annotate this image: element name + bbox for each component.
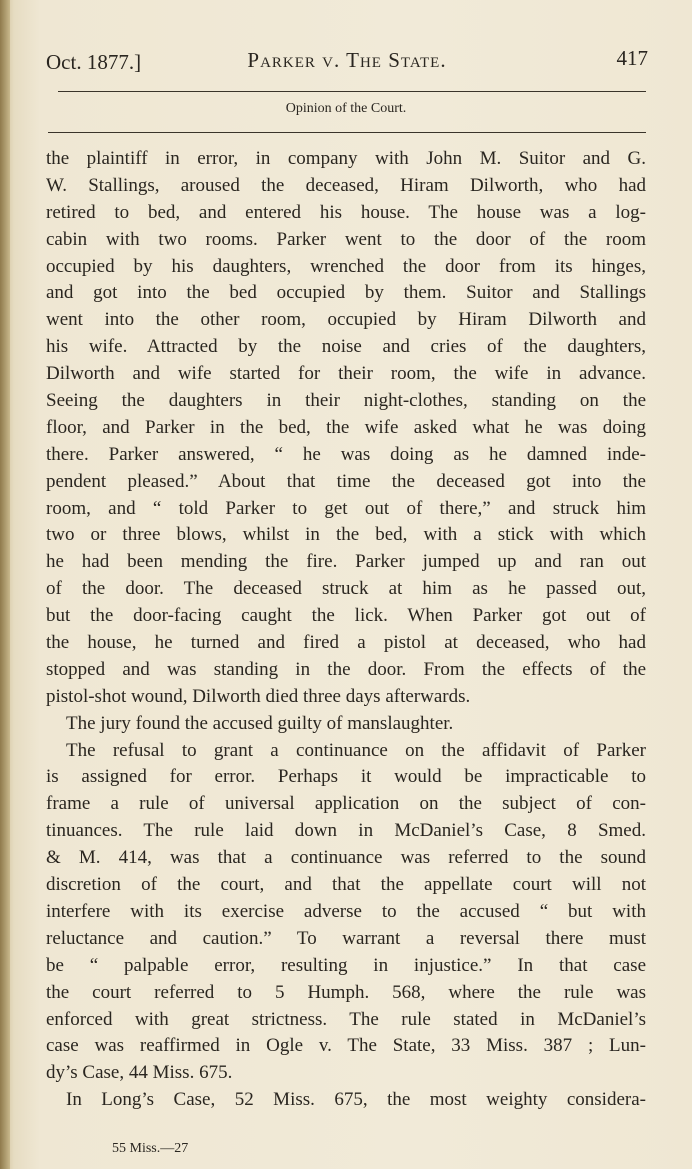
- text-line: there. Parker answered, “ he was doing as he damned inde-: [46, 443, 646, 465]
- signature-mark: 55 Miss.—27: [112, 1141, 189, 1156]
- text-line: and got into the bed occupied by them. Suitor and Stallings: [46, 282, 646, 304]
- text-line: he had been mending the fire. Parker jumped up and ran out: [46, 551, 646, 573]
- section-subheading: Opinion of the Court.: [285, 101, 407, 116]
- text-line: frame a rule of universal application on the subject of con-: [46, 793, 646, 815]
- text-line: & M. 414, was that a continuance was referred to the sound: [46, 847, 646, 869]
- text-line: interfere with its exercise adverse to the accused “ but with: [46, 900, 646, 922]
- text-line: pistol-shot wound, Dilworth died three days afterwards.: [46, 685, 471, 707]
- text-line: In Long’s Case, 52 Miss. 675, the most weighty considera-: [66, 1089, 646, 1111]
- text-line: occupied by his daughters, wrenched the door from its hinges,: [46, 255, 646, 277]
- page-number: 417: [616, 46, 648, 70]
- text-line: cabin with two rooms. Parker went to the door of the room: [46, 228, 646, 250]
- text-line: the plaintiff in error, in company with John M. Suitor and G.: [46, 148, 646, 169]
- text-line: went into the other room, occupied by Hiram Dilworth and: [46, 309, 646, 331]
- text-line: the court referred to 5 Humph. 568, where the rule was: [46, 981, 646, 1003]
- text-line: tinuances. The rule laid down in McDaniel’s Case, 8 Smed.: [46, 820, 646, 842]
- text-line: is assigned for error. Perhaps it would be impracticable to: [46, 766, 646, 788]
- text-line: Seeing the daughters in their night-clothes, standing on the: [46, 390, 646, 412]
- header-date: Oct. 1877.]: [46, 50, 142, 74]
- header-rule-top: [58, 91, 646, 92]
- text-line: stopped and was standing in the door. From the effects of the: [46, 658, 646, 680]
- header-case-title: Parker v. The State.: [247, 48, 447, 72]
- text-line: discretion of the court, and that the appellate court will not: [46, 874, 646, 896]
- header-rule-bottom: [48, 132, 646, 133]
- text-line: of the door. The deceased struck at him as he passed out,: [46, 578, 646, 600]
- text-line: two or three blows, whilst in the bed, with a stick with which: [46, 524, 646, 546]
- text-line: pendent pleased.” About that time the deceased got into the: [46, 470, 646, 492]
- text-line: reluctance and caution.” To warrant a reversal there must: [46, 927, 646, 949]
- running-header: [46, 46, 648, 80]
- opinion-text: [46, 146, 646, 1114]
- text-line: but the door-facing caught the lick. When Parker got out of: [46, 605, 646, 627]
- text-line: Dilworth and wife started for their room, the wife in advance.: [46, 363, 646, 385]
- text-line: room, and “ told Parker to get out of there,” and struck him: [46, 497, 646, 519]
- text-line: floor, and Parker in the bed, the wife asked what he was doing: [46, 416, 646, 438]
- text-line: the house, he turned and fired a pistol at deceased, who had: [46, 632, 646, 654]
- text-line: case was reaffirmed in Ogle v. The State, 33 Miss. 387 ; Lun-: [46, 1035, 646, 1057]
- text-line: W. Stallings, aroused the deceased, Hiram Dilworth, who had: [46, 174, 646, 196]
- text-line: enforced with great strictness. The rule stated in McDaniel’s: [46, 1008, 646, 1030]
- text-line: The refusal to grant a continuance on the affidavit of Parker: [66, 739, 646, 761]
- text-line: The jury found the accused guilty of manslaughter.: [66, 712, 454, 734]
- text-line: his wife. Attracted by the noise and cries of the daughters,: [46, 336, 646, 358]
- text-line: retired to bed, and entered his house. The house was a log-: [46, 201, 646, 223]
- page-spine-shadow: [0, 0, 10, 1169]
- text-line: be “ palpable error, resulting in injustice.” In that case: [46, 954, 646, 976]
- text-line: dy’s Case, 44 Miss. 675.: [46, 1062, 233, 1084]
